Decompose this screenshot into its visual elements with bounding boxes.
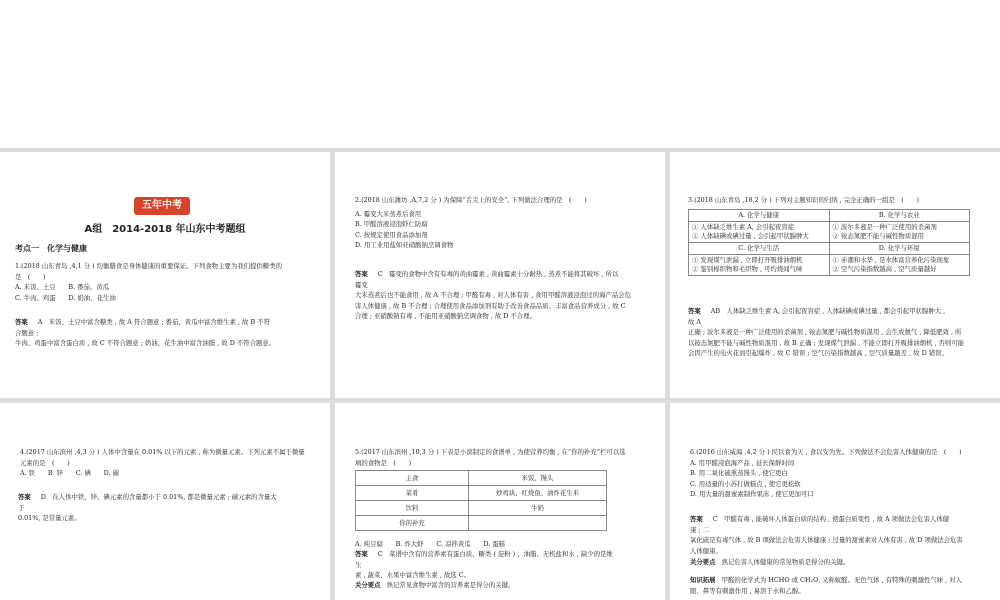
question-6: [690, 447, 995, 500]
answer-label: 答案: [15, 318, 28, 326]
table-cell: 炒鸡块、红烧鱼、油炸花生米: [468, 486, 606, 501]
table-cell: [468, 516, 606, 531]
answer-text: 会因产生的电火花而引起爆炸 , 故 C 错误 ; 空气污染指数越高 , 空气质量越差 , 故 D 错误。: [688, 349, 948, 357]
answer-5: [355, 549, 655, 581]
option-b: B. 用二氧化硫熏蒸馒头 , 使它更白: [690, 469, 788, 477]
group-title: A组 2014-2018 年山东中考题组: [84, 224, 246, 235]
table-cell: 你的补充: [356, 516, 469, 531]
knowledge-extension-text: 眼、鼻等有刺激作用 , 易溶于水和乙醇。: [690, 586, 805, 595]
answer-text: 以铵态氮肥不能与碱性物质混用 , 故 B 正确 ; 发现煤气泄漏 , 不能立即打开吸排油烟机 , 否则可能: [688, 338, 965, 347]
table-cell: ① 发现煤气泄漏 , 立即打开吸排油烟机 ② 鉴别棉织物和毛织物 , 可灼烧闻气味: [689, 255, 830, 276]
table-header: B. 化学与农业: [829, 210, 970, 222]
answer-2: [355, 269, 655, 322]
option-a: A. 用甲醛浸泡海产品 , 延长保鲜时间: [690, 458, 795, 467]
diet-table: [355, 470, 607, 531]
option-c: C. 用适量的小苏打做糕点 , 使它更松软: [690, 479, 801, 488]
table-cell: 主食: [356, 471, 469, 486]
question-3: 3.(2018 山东青岛 ,18,2 分 ) 下列对主题知识的归纳 , 完全正确的一组是 ( ): [688, 196, 920, 204]
question-2: [355, 195, 655, 251]
answer-text: 牛肉、鸡蛋中富含蛋白质 , 故 C 不符合题意 ; 奶油、花生油中富含油脂 , 故 D 不符合题意。: [15, 339, 276, 347]
option-c: C. 按规定使用食品添加剂: [355, 230, 428, 239]
answer-text: D 在人体中铁、锌、碘元素的含量都小于 0.01%, 都是微量元素 ; 碳元素的含量大: [40, 493, 277, 501]
slide-5[interactable]: [335, 403, 665, 600]
option-d: D. 用大量的甜蜜素制作果冻 , 使它更加可口: [690, 490, 814, 498]
answer-text: 生: [355, 560, 362, 569]
table-header: D. 化学与环境: [829, 243, 970, 255]
key-point-text: 熟记危害人体健康的常见物质是得分的关键。: [721, 558, 850, 566]
question-4: [20, 447, 320, 479]
question-text: 4.(2017 山东滨州 ,4,3 分 ) 人体中含量在 0.01% 以下的元素 , 称为微量元素。下列元素不属于微量: [20, 448, 305, 456]
options: A. 铁 B. 锌 C. 碘 D. 碳: [20, 469, 120, 477]
answer-label: 答案: [355, 550, 368, 558]
answer-label: 答案: [18, 493, 31, 501]
answer-4: [18, 492, 323, 524]
answer-3: [688, 306, 993, 359]
answer-text: 人体健康。: [690, 546, 722, 555]
knowledge-table: [688, 209, 970, 276]
question-1: [15, 261, 320, 303]
options: A. 米饭、土豆 B. 番茄、黄瓜: [15, 283, 110, 291]
answer-text: C 甲醛有毒 , 能破坏人体蛋白质的结构 , 使蛋白质变性 , 故 A 项做法会危害人体健: [712, 515, 950, 523]
answer-text: 霉变: [355, 280, 368, 289]
section-title: 考点一 化学与健康: [15, 244, 87, 253]
option-d: D. 用工业用盐如亚硝酸钠烹调食物: [355, 241, 454, 249]
answer-label: 答案: [690, 515, 703, 523]
answer-text: 正确 ; 波尔多液是一种广泛使用的杀菌剂 , 铵态氮肥与碱性物质混用 , 会生成氨气 , 降低肥效 , 所: [688, 328, 962, 336]
table-cell: 饮料: [356, 501, 469, 516]
question-text: 元素的是 ( ): [20, 458, 70, 467]
answer-text: A 米饭、土豆中富含糖类 , 故 A 符合题意 ; 番茄、黄瓜中富含维生素 , 故 B 不符: [37, 318, 270, 326]
options: A. 炖豆腐 B. 炸大虾 C. 凉拌黄瓜 D. 蛋糕: [355, 540, 506, 548]
answer-text: 害人体健康 , 故 B 不合理 ; 合理使用食品添加剂有助于改善食品品质、丰富食品营养成分 , 故 C: [355, 301, 626, 310]
slide-2[interactable]: [335, 152, 665, 398]
table-cell: ① 波尔多液是一种广泛使用的杀菌剂 ② 铵态氮肥不能与碱性物质混用: [829, 222, 970, 243]
answer-text: 合题意 ;: [15, 328, 39, 337]
answer-text: 故 A: [688, 317, 702, 326]
table-cell: 菜肴: [356, 486, 469, 501]
key-point-label: 关分要点: [355, 581, 381, 589]
five-year-exam-badge: 五年中考: [134, 197, 190, 215]
answer-text: 合理 ; 亚硝酸钠有毒 , 不能用亚硝酸钠烹调食物 , 故 D 不合理。: [355, 312, 536, 320]
knowledge-extension-label: 知识拓展: [690, 576, 716, 584]
answer-label: 答案: [688, 307, 701, 315]
option-a: A. 霉变大米蒸煮后食用: [355, 209, 422, 218]
knowledge-extension: [690, 575, 995, 596]
question-text: 6.(2016 山东威海 ,4,2 分 ) 民以食为天 , 食以安为先。下列做法不会危害人体健康的是 ( ): [690, 448, 962, 456]
answer-text: AB 人体缺乏维生素 A, 会引起夜盲症 , 人体缺碘或碘过量 , 都会引起甲状腺肿大 ,: [710, 307, 946, 315]
question-5: [355, 447, 655, 468]
table-cell: 牛奶: [468, 501, 606, 516]
question-text: 填的食物是 ( ): [355, 458, 412, 467]
top-blank-area: [0, 0, 1000, 148]
key-point-label: 关分要点: [690, 558, 716, 566]
answer-text: 于: [18, 503, 25, 512]
answer-text: 0.01%, 是常量元素。: [18, 514, 81, 522]
key-point: [355, 580, 655, 591]
answer-text: 素 , 蔬菜、水果中富含维生素 , 故选 C。: [355, 571, 470, 579]
slide-3[interactable]: [670, 152, 1000, 398]
options: C. 牛肉、鸡蛋 D. 奶油、花生油: [15, 293, 116, 302]
table-cell: ① 人体缺乏维生素 A, 会引起夜盲症 ② 人体缺碘或碘过量 , 会引起甲状腺肿大: [689, 222, 830, 243]
table-header: C. 化学与生活: [689, 243, 830, 255]
question-text: 2.(2018 山东潍坊 ,A,7,2 分 ) 为保障“舌尖上的安全”, 下列做法合理的是 ( ): [355, 196, 587, 204]
slide-6[interactable]: [670, 403, 1000, 600]
answer-label: 答案: [355, 270, 368, 278]
slide-4[interactable]: [0, 403, 330, 600]
question-text: 5.(2017 山东滨州 ,10,3 分 ) 下表是小滨制定的食谱单 , 为使营养均衡 , 在“你的补充”栏可以选: [355, 448, 626, 456]
answer-1: [15, 317, 320, 349]
option-b: B. 甲醛溶液浸泡虾仁防腐: [355, 220, 428, 228]
knowledge-extension-text: 甲醛的化学式为 HCHO 或 CH₂O, 又称蚁醛。无色气体 , 有特殊的刺激性气味 , 对人: [721, 576, 963, 584]
key-point: [690, 557, 995, 568]
table-header: A. 化学与健康: [689, 210, 830, 222]
key-point-text: 熟记常见食物中富含的营养素是得分的关键。: [386, 581, 515, 589]
question-text: 1.(2018 山东青岛 ,4,1 分 ) 均衡膳食是身体健康的重要保证。下列食物主要为我们提供糖类的: [15, 262, 282, 270]
answer-6: [690, 514, 995, 556]
answer-text: 氧化硫是有毒气体 , 故 B 项做法会危害人体健康 ; 过量的甜蜜素对人体有害 , 故 D 项做法会危害: [690, 536, 963, 544]
answer-text: C 菜谱中含有的营养素有蛋白质、糖类 ( 淀粉 ) 、油脂、无机盐和水 , 缺少的是维: [377, 550, 613, 558]
table-cell: 米饭、馒头: [468, 471, 606, 486]
answer-text: C 霉变的食物中含有有毒的黄曲霉素 , 黄曲霉素十分耐热 , 蒸煮不能将其破坏 , 所以: [377, 270, 619, 278]
answer-text: 大米蒸煮后也不能食用 , 故 A 不合理 ; 甲醛有毒 , 对人体有害 , 食用甲醛溶液浸泡过的海产品会危: [355, 291, 632, 299]
answer-text: 康 ; 二: [690, 525, 709, 534]
question-text: 是 ( ): [15, 272, 46, 281]
slide-1[interactable]: [0, 152, 330, 398]
table-cell: ① 赤潮和水华 , 是水体富营养化污染现象 ② 空气污染指数越高 , 空气质量越好: [829, 255, 970, 276]
